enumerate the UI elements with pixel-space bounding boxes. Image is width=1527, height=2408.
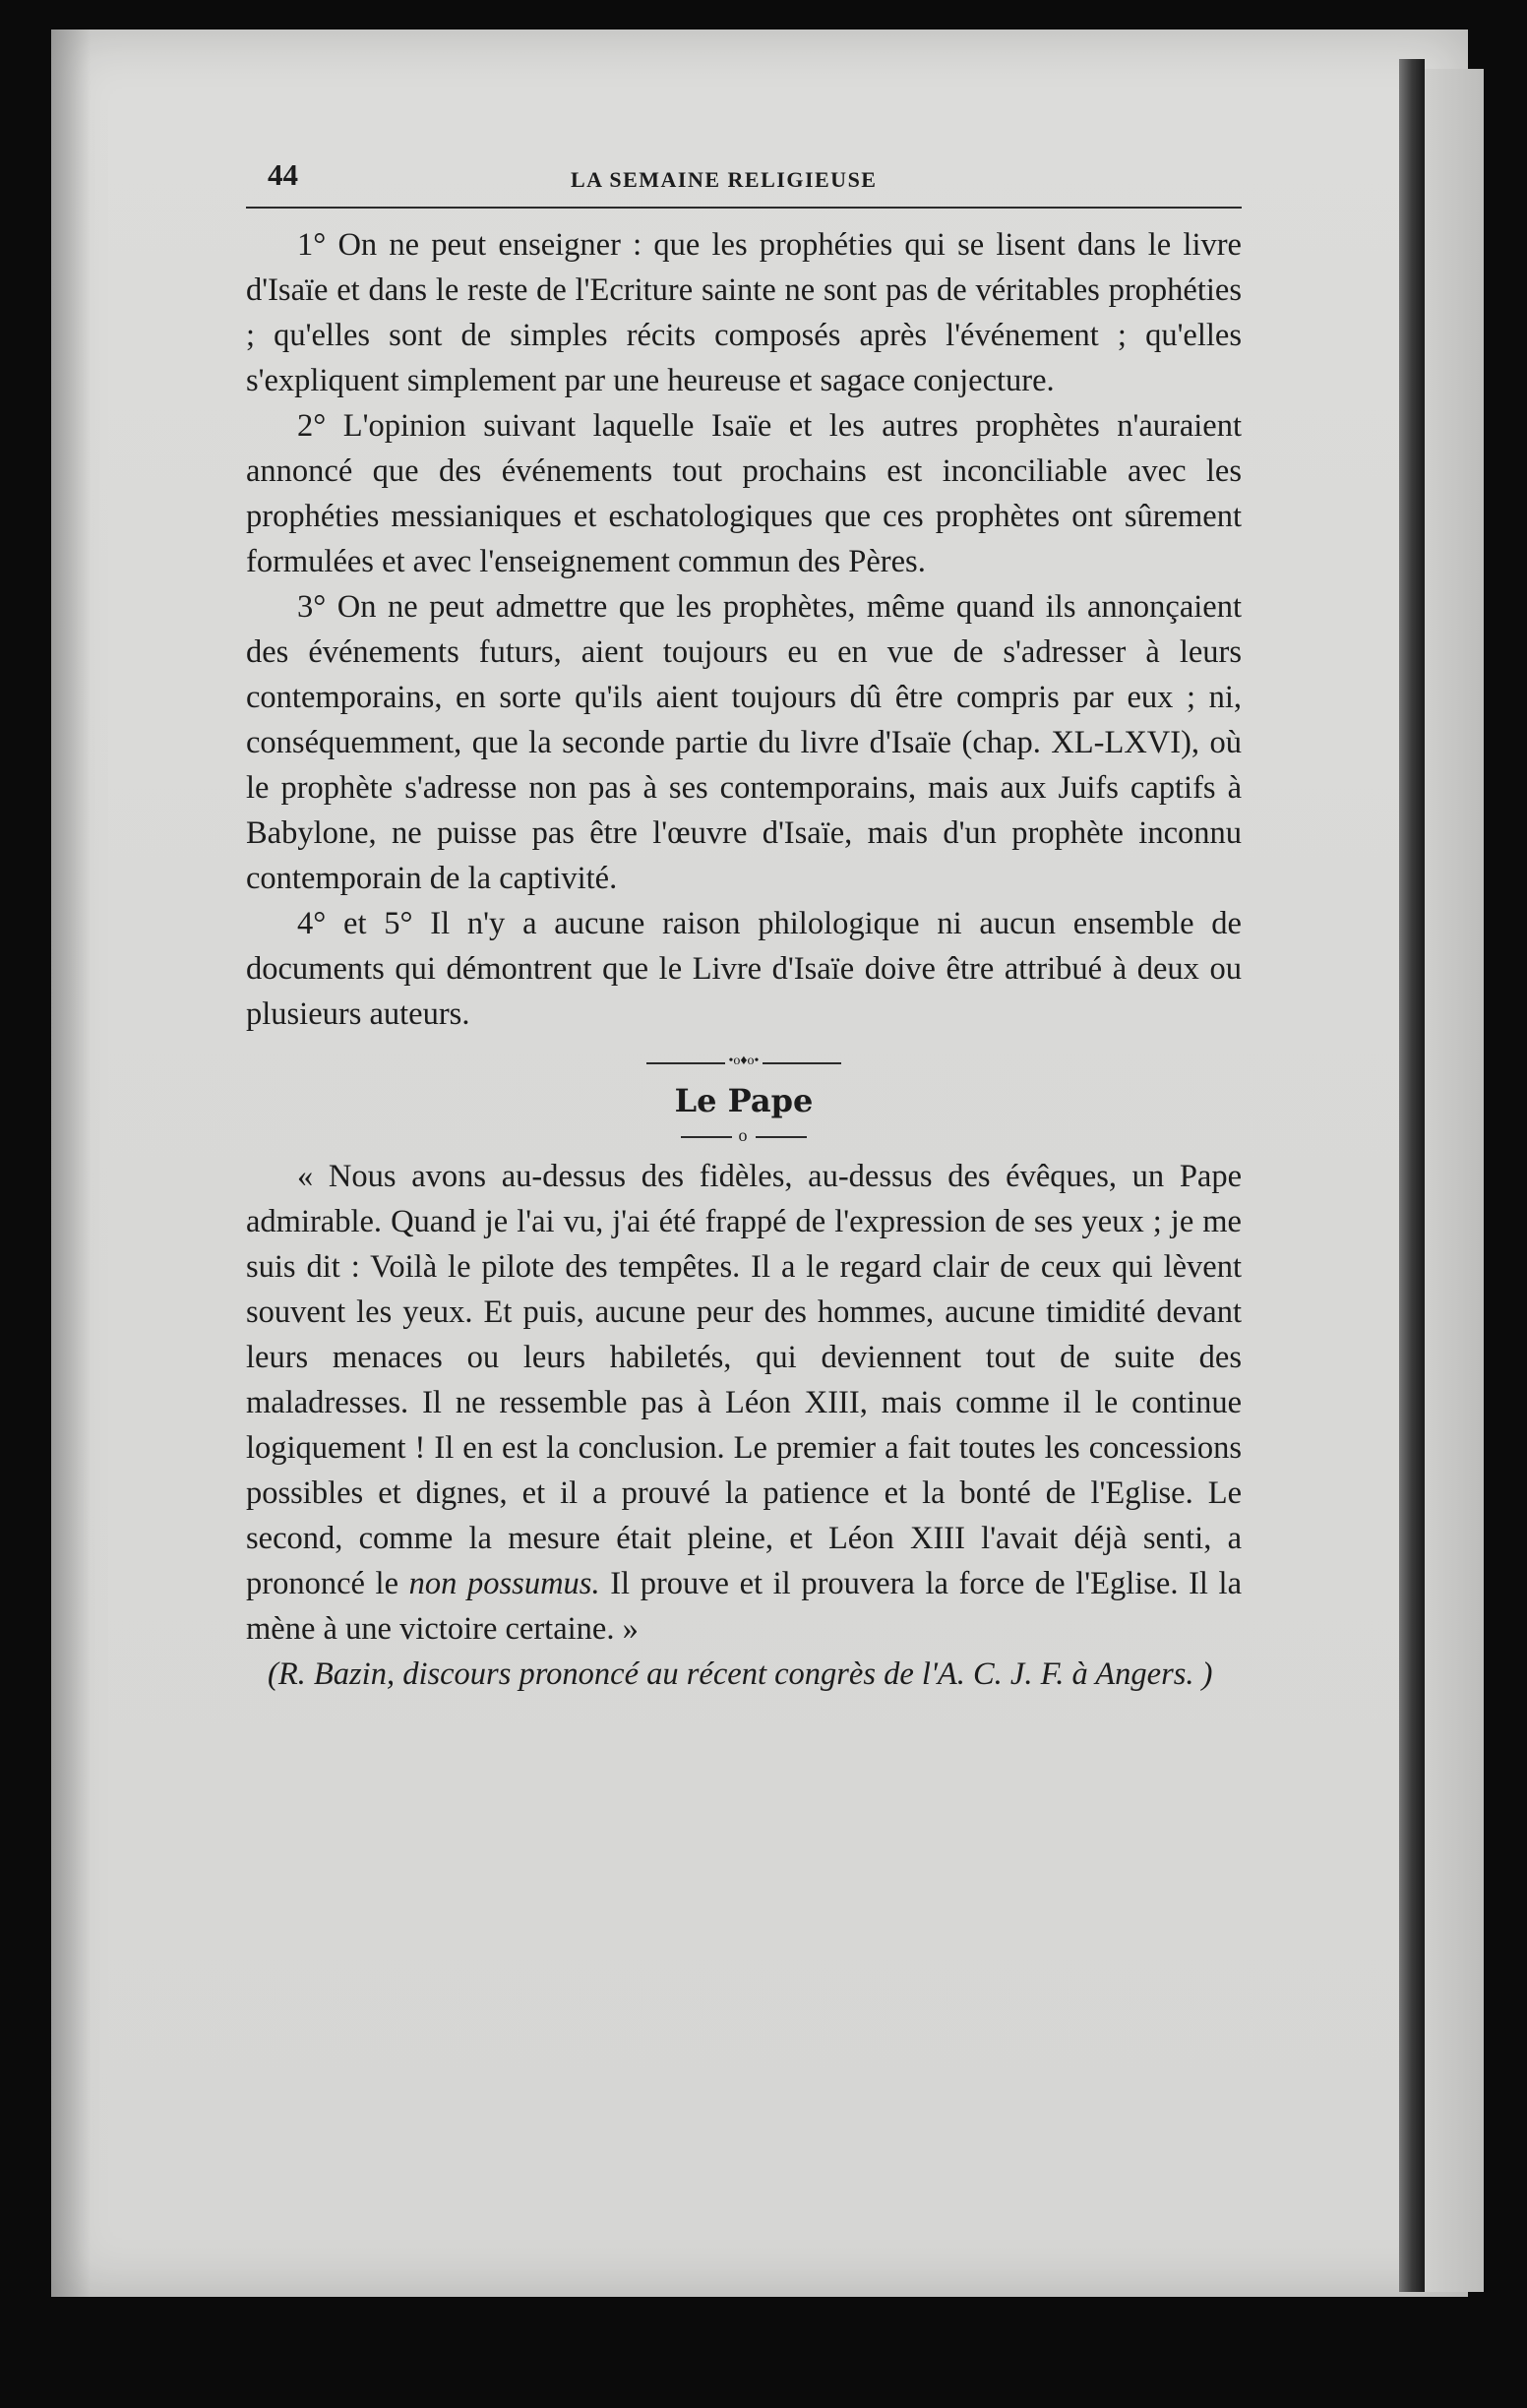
quote-italic-latin: non possumus. [408, 1566, 600, 1601]
scan-border [1484, 0, 1527, 2408]
section-title: Le Pape [674, 1082, 814, 1119]
facing-page-edge [1425, 69, 1484, 2292]
citation: (R. Bazin, discours prononcé au récent congrès de l'A. C. J. F. à Angers. ) [268, 1656, 1213, 1692]
quote-text-end: Il prouve et il prouvera la force de l'Eglise. Il la mène à une victoire certaine. » [246, 1566, 1243, 1647]
paragraph-4: 4° et 5° Il n'y a aucune raison philologique ni aucun ensemble de documents qui démontrent que le Livre d'Isaïe doive être attribué à deux ou plusieurs auteurs. [246, 906, 1242, 1032]
journal-title: LA SEMAINE RELIGIEUSE [571, 167, 878, 192]
quote-text-start: « Nous avons au-dessus des fidèles, au-dessus des évêques, un Pape admirable. Quand je l'ai vu, j'ai été frappé de l'expression de ses yeux ; je me suis dit : Voilà le pilote des tempêtes. Il a le regard clair de ceux qui lèvent souvent les yeux. Et puis, aucune peur des hommes, aucune timidité devant leurs menaces ou leurs habiletés, qui deviennent tout de suite des maladresses. Il ne ressemble pas à Léon XIII, mais comme il le continue logiquement ! Il en est la conclusion. Le premier a fait toutes les concessions possibles et dignes, et il a prouvé la patience et la bonté de l'Eglise. Le second, comme la mesure était pleine, et Léon XIII l'avait déjà senti, a prononcé le [246, 1159, 1242, 1601]
title-separator [246, 1125, 1242, 1146]
separator-rule-left [681, 1136, 732, 1138]
paragraph-1: 1° On ne peut enseigner : que les prophéties qui se lisent dans le livre d'Isaïe et dans le reste de l'Ecriture sainte ne sont pas de véritables prophéties ; qu'elles sont de simples récits composés après l'événement ; qu'elles s'expliquent simplement par une heureuse et sagace conjecture. [246, 227, 1242, 398]
page-number: 44 [268, 157, 298, 192]
separator-rule-right [756, 1136, 807, 1138]
running-head [246, 157, 1242, 209]
paragraph-3: 3° On ne peut admettre que les prophètes, même quand ils annonçaient des événements futurs, aient toujours eu en vue de s'adresser à leurs contemporains, en sorte qu'ils aient toujours dû être compris par eux ; ni, conséquemment, que la seconde partie du livre d'Isaïe (chap. XL-LXVI), où le prophète s'adresse non pas à ses contemporains, mais aux Juifs captifs à Babylone, ne puisse pas être l'œuvre d'Isaïe, mais d'un prophète inconnu contemporain de la captivité. [246, 589, 1242, 896]
paragraph-2: 2° L'opinion suivant laquelle Isaïe et les autres prophètes n'auraient annoncé que des événements tout prochains est inconciliable avec les prophéties messianiques et eschatologiques que ces prophètes ont sûrement formulées et avec l'enseignement commun des Pères. [246, 408, 1242, 579]
page-content [246, 157, 1242, 1697]
ornament-rule-right [763, 1062, 841, 1064]
separator-mark: o [738, 1125, 750, 1145]
book-spine-shadow [1399, 59, 1425, 2292]
ornament-rule-left [646, 1062, 725, 1064]
ornament-mark: •o♦o• [728, 1054, 760, 1069]
quote-paragraph [246, 1154, 1242, 1652]
section-ornament [246, 1054, 1242, 1074]
